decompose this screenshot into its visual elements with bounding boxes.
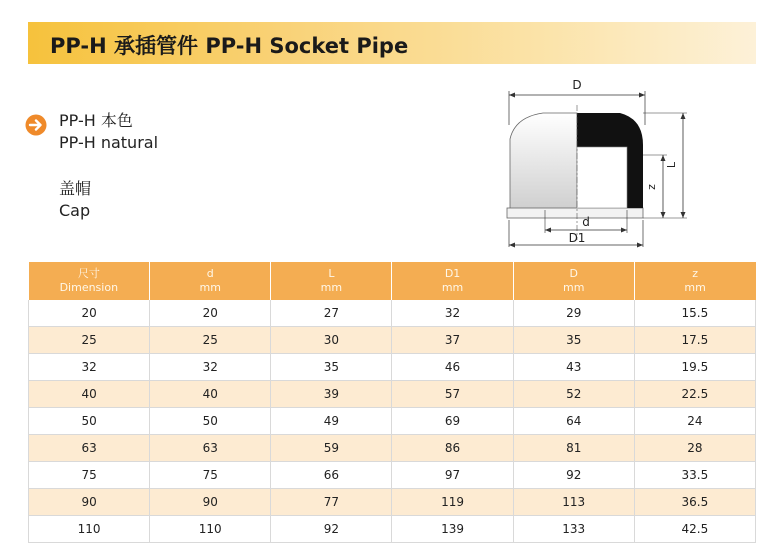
label-D: D xyxy=(572,78,582,92)
table-cell: 49 xyxy=(271,408,392,435)
arrow-right-icon xyxy=(25,114,47,136)
table-cell: 17.5 xyxy=(634,327,755,354)
table-cell: 139 xyxy=(392,516,513,543)
table-cell: 40 xyxy=(29,381,150,408)
cap-body xyxy=(510,113,577,210)
table-cell: 28 xyxy=(634,435,755,462)
label-L: L xyxy=(665,161,678,169)
table-cell: 66 xyxy=(271,462,392,489)
table-row xyxy=(29,435,756,462)
table-cell: 35 xyxy=(271,354,392,381)
table-cell: 35 xyxy=(513,327,634,354)
header-D1: D1 mm xyxy=(392,262,513,300)
table-row xyxy=(29,381,756,408)
table-cell: 110 xyxy=(29,516,150,543)
table-cell: 22.5 xyxy=(634,381,755,408)
table-cell: 25 xyxy=(29,327,150,354)
table-cell: 69 xyxy=(392,408,513,435)
table-row xyxy=(29,408,756,435)
table-cell: 50 xyxy=(29,408,150,435)
header-z: z mm xyxy=(634,262,755,300)
table-cell: 92 xyxy=(271,516,392,543)
table-row xyxy=(29,489,756,516)
cap-technical-drawing xyxy=(495,75,695,250)
material-block xyxy=(59,110,158,154)
table-cell: 86 xyxy=(392,435,513,462)
header-D: D mm xyxy=(513,262,634,300)
table-cell: 40 xyxy=(150,381,271,408)
table-header-row xyxy=(29,262,756,300)
product-en: Cap xyxy=(59,201,91,220)
table-body xyxy=(29,300,756,543)
cap-ring xyxy=(507,208,643,218)
material-cn: PP-H 本色 xyxy=(59,111,133,130)
table-cell: 33.5 xyxy=(634,462,755,489)
table-cell: 113 xyxy=(513,489,634,516)
table-cell: 27 xyxy=(271,300,392,327)
table-cell: 75 xyxy=(29,462,150,489)
table-cell: 90 xyxy=(29,489,150,516)
page-title: PP-H 承插管件 PP-H Socket Pipe xyxy=(50,34,409,58)
table-cell: 42.5 xyxy=(634,516,755,543)
table-cell: 25 xyxy=(150,327,271,354)
table-cell: 64 xyxy=(513,408,634,435)
table-row xyxy=(29,354,756,381)
table-cell: 20 xyxy=(150,300,271,327)
table-row xyxy=(29,327,756,354)
table-cell: 133 xyxy=(513,516,634,543)
table-cell: 63 xyxy=(29,435,150,462)
table-row xyxy=(29,300,756,327)
table-cell: 90 xyxy=(150,489,271,516)
table-cell: 39 xyxy=(271,381,392,408)
table-cell: 24 xyxy=(634,408,755,435)
table-cell: 15.5 xyxy=(634,300,755,327)
table-cell: 119 xyxy=(392,489,513,516)
table-cell: 50 xyxy=(150,408,271,435)
table-cell: 43 xyxy=(513,354,634,381)
header-d: d mm xyxy=(150,262,271,300)
table-cell: 32 xyxy=(150,354,271,381)
table-cell: 36.5 xyxy=(634,489,755,516)
table-cell: 30 xyxy=(271,327,392,354)
table-cell: 59 xyxy=(271,435,392,462)
table-cell: 92 xyxy=(513,462,634,489)
table-cell: 20 xyxy=(29,300,150,327)
table-cell: 52 xyxy=(513,381,634,408)
table-cell: 37 xyxy=(392,327,513,354)
table-row xyxy=(29,462,756,489)
table-cell: 75 xyxy=(150,462,271,489)
label-D1: D1 xyxy=(568,231,586,245)
table-cell: 32 xyxy=(29,354,150,381)
table-cell: 32 xyxy=(392,300,513,327)
label-z: z xyxy=(645,184,658,190)
dimension-table xyxy=(28,262,756,543)
table-cell: 97 xyxy=(392,462,513,489)
title-banner xyxy=(28,22,756,64)
table-cell: 81 xyxy=(513,435,634,462)
table-cell: 46 xyxy=(392,354,513,381)
product-block xyxy=(59,178,91,222)
table-cell: 77 xyxy=(271,489,392,516)
table-cell: 19.5 xyxy=(634,354,755,381)
header-dimension: 尺寸 Dimension xyxy=(29,262,150,300)
material-en: PP-H natural xyxy=(59,133,159,152)
table-cell: 29 xyxy=(513,300,634,327)
table-cell: 63 xyxy=(150,435,271,462)
table-cell: 110 xyxy=(150,516,271,543)
label-d: d xyxy=(582,215,590,229)
header-L: L mm xyxy=(271,262,392,300)
table-row xyxy=(29,516,756,543)
table-cell: 57 xyxy=(392,381,513,408)
product-cn: 盖帽 xyxy=(59,179,92,198)
cap-socket xyxy=(577,147,627,208)
